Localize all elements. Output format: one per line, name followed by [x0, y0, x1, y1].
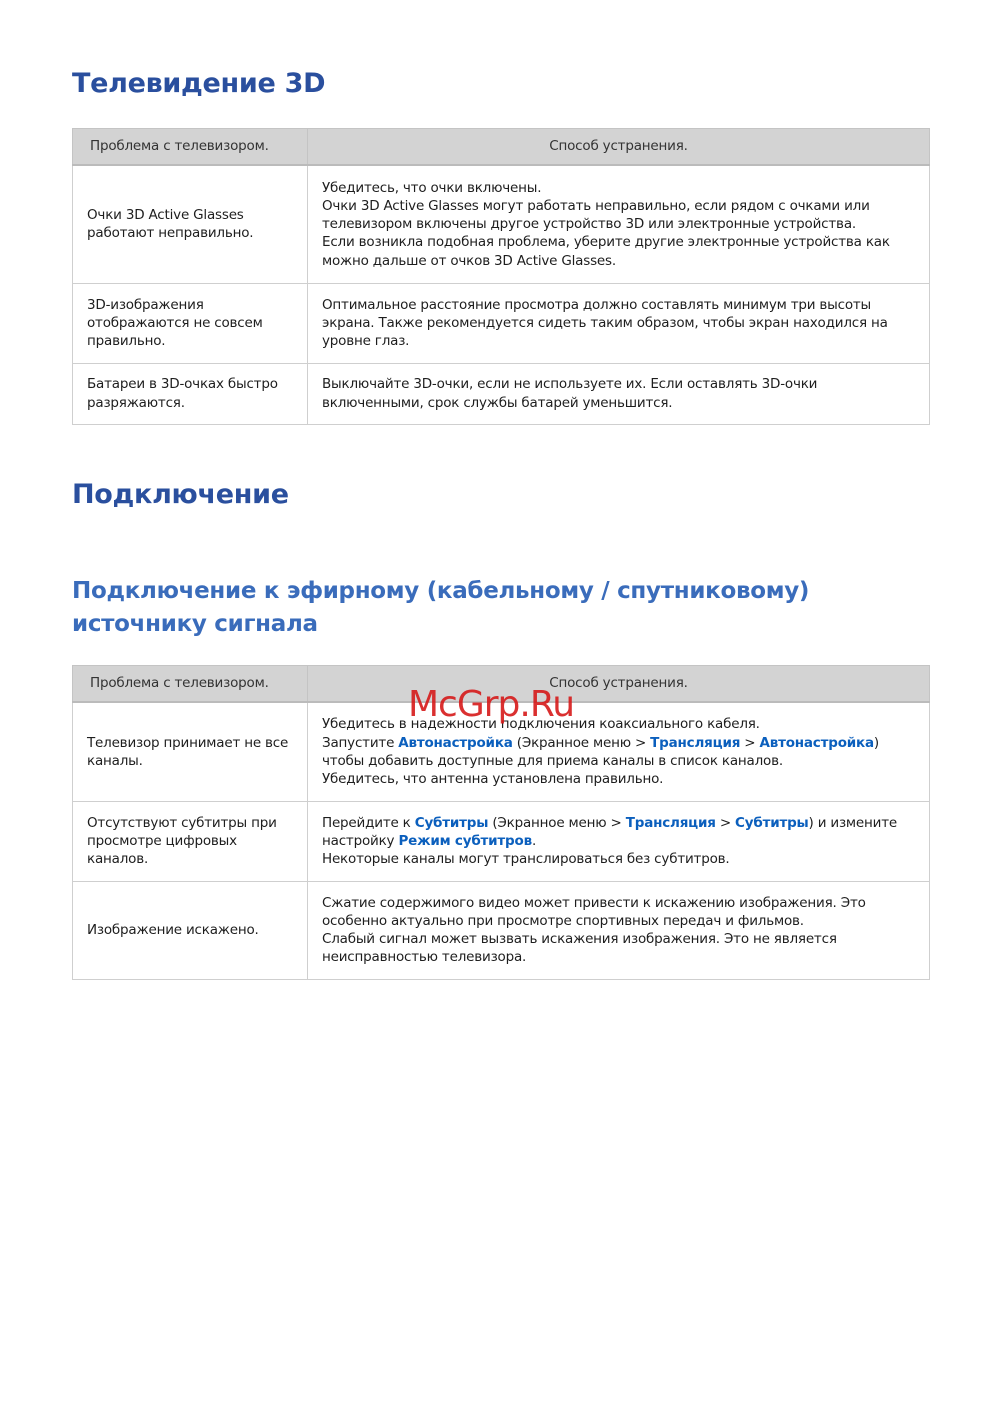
- link-broadcast[interactable]: Трансляция: [625, 814, 716, 831]
- subsection-title: Подключение к эфирному (кабельному / спутниковому) источнику сигнала: [72, 578, 810, 637]
- header-solution: Способ устранения.: [308, 129, 930, 166]
- text: Запустите: [322, 734, 399, 751]
- text: >: [715, 814, 736, 831]
- solution-cell: Выключайте 3D-очки, если не используете их. Если оставлять 3D-очки включенными, срок службы батарей уменьшится.: [308, 363, 930, 424]
- solution-line: Убедитесь, что очки включены.: [322, 179, 542, 196]
- solution-cell: [308, 165, 930, 283]
- text: Перейдите к: [322, 814, 415, 831]
- solution-line: Сжатие содержимого видео может привести к искажению изображения. Это особенно актуально при просмотре спортивных передач и фильмов.: [322, 894, 866, 929]
- table-row: [73, 363, 930, 424]
- section-title-3d-tv: Телевидение 3D: [72, 68, 326, 99]
- link-auto-tuning[interactable]: Автонастройка: [759, 734, 874, 751]
- header-solution: Способ устранения.: [308, 666, 930, 703]
- link-subtitles[interactable]: Субтитры: [414, 814, 489, 831]
- link-subtitles[interactable]: Субтитры: [735, 814, 809, 831]
- section-title-connection: Подключение: [72, 479, 289, 510]
- solution-line: Убедитесь, что антенна установлена правильно.: [322, 770, 664, 787]
- solution-cell: [308, 881, 930, 979]
- troubleshoot-table-3d: [72, 128, 930, 425]
- watermark: McGrp.Ru: [408, 684, 575, 725]
- text: .: [531, 832, 537, 849]
- text: >: [740, 734, 760, 751]
- problem-cell: Очки 3D Active Glasses работают неправильно.: [73, 165, 308, 283]
- problem-cell: Отсутствуют субтитры при просмотре цифровых каналов.: [73, 801, 308, 881]
- table-row: [73, 283, 930, 363]
- table-row: [73, 801, 930, 881]
- solution-cell: [308, 702, 930, 801]
- header-problem: Проблема с телевизором.: [73, 666, 308, 703]
- text: ) чтобы добавить доступные для приема каналы в список каналов.: [322, 734, 879, 769]
- problem-cell: 3D-изображения отображаются не совсем правильно.: [73, 283, 308, 363]
- link-subtitle-mode[interactable]: Режим субтитров: [398, 832, 532, 849]
- solution-cell: [308, 801, 930, 881]
- solution-line: Убедитесь в надежности подключения коаксиального кабеля.: [322, 716, 760, 733]
- solution-line: Очки 3D Active Glasses могут работать неправильно, если рядом с очками или телевизором включены другое устройство 3D или электронные устройства.: [322, 197, 870, 233]
- solution-line: Если возникла подобная проблема, уберите другие электронные устройства как можно дальше от очков 3D Active Glasses.: [322, 234, 890, 269]
- table-row: [73, 165, 930, 283]
- solution-line: Некоторые каналы могут транслироваться без субтитров.: [322, 851, 730, 868]
- link-broadcast[interactable]: Трансляция: [650, 734, 741, 751]
- solution-line: [322, 734, 915, 770]
- link-auto-tuning[interactable]: Автонастройка: [398, 734, 513, 751]
- text: (Экранное меню >: [512, 734, 651, 751]
- solution-cell: Оптимальное расстояние просмотра должно составлять минимум три высоты экрана. Также рекомендуется сидеть таким образом, чтобы экран находился на уровне глаз.: [308, 283, 930, 363]
- text: ) и измените настройку: [322, 814, 897, 849]
- problem-cell: Телевизор принимает не все каналы.: [73, 702, 308, 801]
- problem-cell: Батареи в 3D-очках быстро разряжаются.: [73, 363, 308, 424]
- table-row: [73, 881, 930, 979]
- solution-line: [322, 814, 915, 850]
- text: (Экранное меню >: [488, 814, 626, 831]
- problem-cell: Изображение искажено.: [73, 881, 308, 979]
- header-problem: Проблема с телевизором.: [73, 129, 308, 166]
- solution-line: Слабый сигнал может вызвать искажения изображения. Это не является неисправностью телевизора.: [322, 931, 837, 966]
